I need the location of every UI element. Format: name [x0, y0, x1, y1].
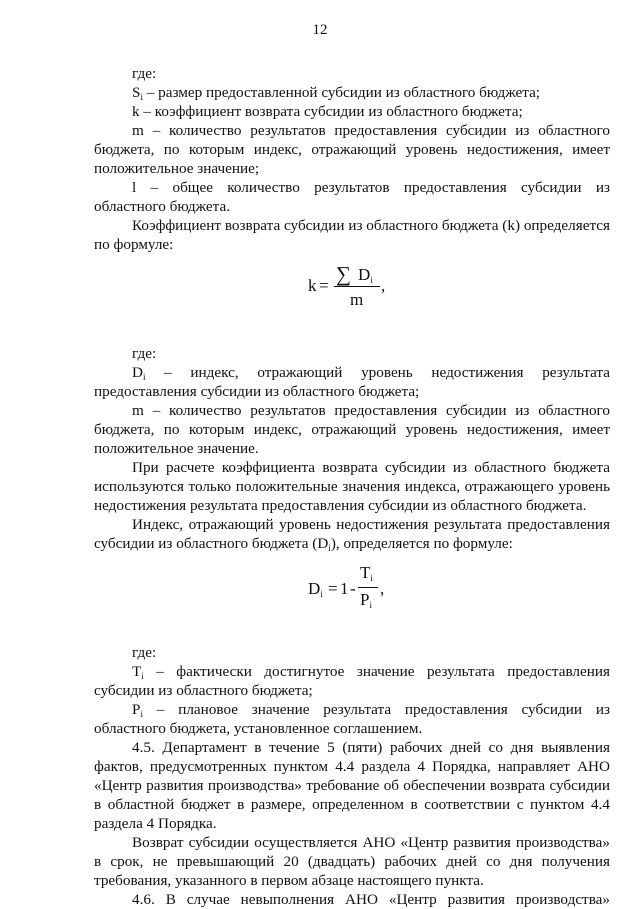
- refund-paragraph: Возврат субсидии осуществляется АНО «Центр развития производства» в срок, не превышающий 20 (двадцать) рабочих дней со дня получения требования, указанного в первом абзаце настоящего пункта.: [94, 834, 610, 889]
- def-d: [94, 363, 610, 401]
- formula-d-fraction-bar: [358, 587, 378, 588]
- formula-d-lhs: $D_i$: [308, 579, 323, 599]
- p-symbol: P: [132, 701, 141, 718]
- positive-values-note: При расчете коэффициента возврата субсидии из областного бюджета используются только положительные значения индекса, отражающего уровень недостижения результата предоставления субсидии из областного бюджета.: [94, 459, 610, 514]
- formula-d-minus: -: [350, 579, 356, 598]
- formula-k-fraction-bar: [334, 286, 380, 287]
- def-s: [94, 83, 610, 102]
- t-subscript: i: [141, 671, 144, 681]
- def-k: k – коэффициент возврата субсидии из областного бюджета;: [132, 103, 523, 120]
- s-definition: – размер предоставленной субсидии из областного бюджета;: [142, 84, 541, 101]
- d-definition: – индекс, отражающий уровень недостижения результата предоставления субсидии из областного бюджета;: [94, 364, 610, 400]
- formula-k: [94, 254, 610, 344]
- k-formula-intro: Коэффициент возврата субсидии из областного бюджета (k) определяется по формуле:: [94, 217, 610, 253]
- formula-d-one: 1: [340, 579, 349, 598]
- s-symbol: S: [132, 84, 141, 101]
- formula-k-den: m: [350, 290, 364, 309]
- formula-k-num: $D_i$: [358, 265, 373, 285]
- formula-d-den: $P_i$: [360, 590, 372, 610]
- formula-d-num: $T_i$: [360, 563, 373, 583]
- where-label-1: где:: [132, 65, 157, 82]
- t-definition: – фактически достигнутое значение результата предоставления субсидии из областного бюджета;: [94, 663, 610, 699]
- def-m-2: m – количество результатов предоставления субсидии из областного бюджета, по которым индекс, отражающий уровень недостижения, имеет положительное значение.: [94, 402, 610, 457]
- formula-k-lhs: k: [308, 276, 317, 295]
- d-subscript: i: [142, 372, 146, 382]
- document-body: [94, 64, 610, 909]
- formula-d: [94, 553, 610, 643]
- d-formula-intro: Индекс, отражающий уровень недостижения результата предоставления субсидии из областного бюджета $(D_i)$, определяется по формуле:: [94, 516, 610, 553]
- def-p: [94, 700, 610, 738]
- def-t: [94, 662, 610, 700]
- clause-4-5: 4.5. Департамент в течение 5 (пяти) рабочих дней со дня выявления фактов, предусмотренных пунктом 4.4 раздела 4 Порядка, направляет АНО «Центр развития производства» требование об обеспечении возврата субсидии в областной бюджет в размере, определенном в соответствии с пунктом 4.4 раздела 4 Порядка.: [94, 739, 610, 832]
- where-label-2: где:: [132, 345, 157, 362]
- formula-d-eq: =: [328, 579, 338, 598]
- p-definition: – плановое значение результата предоставления субсидии из областного бюджета, установленное соглашением.: [94, 701, 610, 737]
- formula-k-trail: ,: [381, 276, 386, 295]
- t-symbol: T: [132, 663, 142, 680]
- page-number: 12: [312, 22, 328, 38]
- def-l: l – общее количество результатов предоставления субсидии из областного бюджета.: [94, 179, 610, 215]
- p-subscript: i: [140, 709, 143, 719]
- d-symbol: D: [132, 364, 143, 381]
- s-subscript: i: [140, 92, 143, 102]
- formula-k-eq: =: [319, 276, 329, 295]
- formula-k-sum: ∑: [336, 262, 351, 286]
- where-label-3: где:: [132, 644, 157, 661]
- def-m: m – количество результатов предоставления субсидии из областного бюджета, по которым индекс, отражающий уровень недостижения, имеет положительное значение;: [94, 122, 610, 177]
- clause-4-6: 4.6. В случае невыполнения АНО «Центр развития производства»: [132, 891, 610, 908]
- formula-d-trail: ,: [380, 579, 385, 598]
